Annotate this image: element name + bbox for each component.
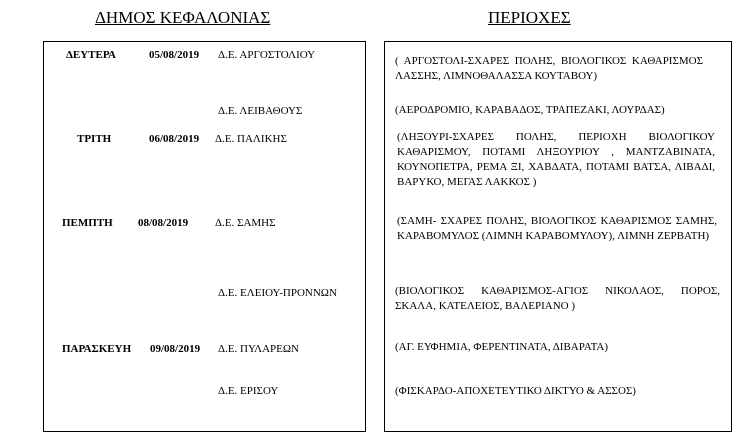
area-text: ( ΑΡΓΟΣΤΟΛΙ-ΣΧΑΡΕΣ ΠΟΛΗΣ, ΒΙΟΛΟΓΙΚΟΣ ΚΑΘΑΡΙΣΜΟΣ ΛΑΣΣΗΣ, ΛΙΜΝΟΘΑΛΑΣΣΑ ΚΟΥΤΑΒΟΥ) bbox=[395, 55, 703, 82]
municipal-unit: Δ.Ε. ΠΥΛΑΡΕΩΝ bbox=[218, 343, 300, 355]
municipal-unit: Δ.Ε. ΕΛΕΙΟΥ-ΠΡΟΝΝΩΝ bbox=[218, 287, 337, 299]
municipal-unit: Δ.Ε. ΛΕΙΒΑΘΟΥΣ bbox=[218, 105, 303, 117]
area-text: (ΑΕΡΟΔΡΟΜΙΟ, ΚΑΡΑΒΑΔΟΣ, ΤΡΑΠΕΖΑΚΙ, ΛΟΥΡΔΑΣ) bbox=[395, 104, 665, 116]
date-label: 08/08/2019 bbox=[138, 217, 189, 229]
day-label: ΠΑΡΑΣΚΕΥΗ bbox=[62, 343, 132, 355]
area-text: (ΣΑΜΗ- ΣΧΑΡΕΣ ΠΟΛΗΣ, ΒΙΟΛΟΓΙΚΟΣ ΚΑΘΑΡΙΣΜΟΣ ΣΑΜΗΣ, ΚΑΡΑΒΟΜΥΛΟΣ (ΛΙΜΝΗ ΚΑΡΑΒΟΜΥΛΟΥ), ΛΙΜΝΗ ΖΕΡΒΑΤΗ) bbox=[397, 215, 717, 242]
area-text: (ΒΙΟΛΟΓΙΚΟΣ ΚΑΘΑΡΙΣΜΟΣ-ΑΓΙΟΣ ΝΙΚΟΛΑΟΣ, ΠΟΡΟΣ, ΣΚΑΛΑ, ΚΑΤΕΛΕΙΟΣ, ΒΑΛΕΡΙΑΝΟ ) bbox=[395, 285, 720, 312]
day-label: ΠΕΜΠΤΗ bbox=[62, 217, 113, 229]
date-label: 06/08/2019 bbox=[149, 133, 200, 145]
date-label: 09/08/2019 bbox=[150, 343, 201, 355]
municipal-unit: Δ.Ε. ΠΑΛΙΚΗΣ bbox=[215, 133, 287, 145]
areas-box bbox=[384, 41, 732, 432]
date-label: 05/08/2019 bbox=[149, 49, 200, 61]
municipal-unit: Δ.Ε. ΕΡΙΣΟΥ bbox=[218, 385, 279, 397]
area-text: (ΑΓ. ΕΥΦΗΜΙΑ, ΦΕΡΕΝΤΙΝΑΤΑ, ΔΙΒΑΡΑΤΑ) bbox=[395, 341, 609, 353]
day-label: ΤΡΙΤΗ bbox=[77, 133, 112, 145]
municipal-unit: Δ.Ε. ΑΡΓΟΣΤΟΛΙΟΥ bbox=[218, 49, 316, 61]
left-column-title: ΔΗΜΟΣ ΚΕΦΑΛΟΝΙΑΣ bbox=[95, 8, 271, 27]
area-text: (ΦΙΣΚΑΡΔΟ-ΑΠΟΧΕΤΕΥΤΙΚΟ ΔΙΚΤΥΟ & ΑΣΣΟΣ) bbox=[395, 385, 636, 397]
area-text: (ΛΗΞΟΥΡΙ-ΣΧΑΡΕΣ ΠΟΛΗΣ, ΠΕΡΙΟΧΗ ΒΙΟΛΟΓΙΚΟΥ ΚΑΘΑΡΙΣΜΟΥ, ΠΟΤΑΜΙ ΛΗΞΟΥΡΙΟΥ , ΜΑΝΤΖΑΒΙΝΑΤΑ, ΚΟΥΝΟΠΕΤΡΑ, ΡΕΜΑ ΞΙ, ΧΑΒΔΑΤΑ, ΠΟΤΑΜΙ ΒΑΤΣΑ, ΛΙΒΑΔΙ, ΒΑΡΥΚΟ, ΜΕΓΑΣ ΛΑΚΚΟΣ ) bbox=[397, 131, 715, 188]
day-label: ΔΕΥΤΕΡΑ bbox=[66, 49, 116, 61]
right-column-title: ΠΕΡΙΟΧΕΣ bbox=[488, 8, 571, 27]
municipal-unit: Δ.Ε. ΣΑΜΗΣ bbox=[215, 217, 276, 229]
schedule-box bbox=[43, 41, 366, 432]
